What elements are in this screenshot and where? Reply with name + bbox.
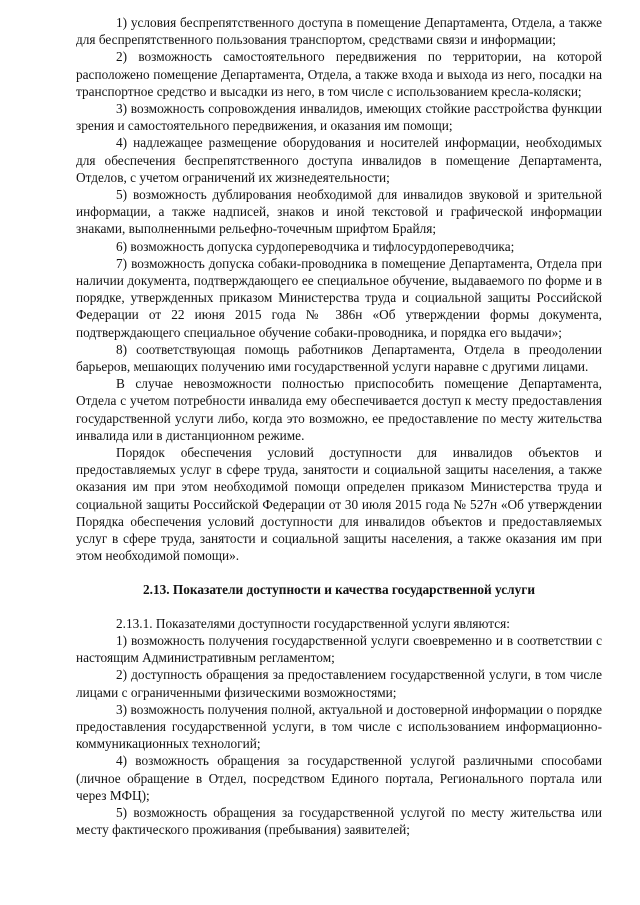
paragraph-condition-4: 4) надлежащее размещение оборудования и носителей информации, необходимых для обеспечения беспрепятственного доступа инвалидов в помещение Департамента, Отделов, с учетом ограничений их жизнедеятельности; xyxy=(76,135,602,185)
paragraph-condition-1: 1) условия беспрепятственного доступа в помещение Департамента, Отдела, а также для беспрепятственного пользования транспортом, средствами связи и информации; xyxy=(76,15,602,48)
paragraph-indicator-4: 4) возможность обращения за государственной услугой различными способами (личное обращение в Отдел, посредством Единого портала, Регионального портала или через МФЦ); xyxy=(76,753,602,803)
paragraph-order: Порядок обеспечения условий доступности для инвалидов объектов и предоставляемых услуг в сфере труда, занятости и социальной защиты населения, а также оказания им при этом необходимой помощи определен приказом Министерства труда и социальной защиты Российской Федерации от 30 июля 2015 года № 527н «Об утверждении Порядка обеспечения условий доступности для инвалидов объектов и предоставляемых услуг в сфере труда, занятости и социальной защиты населения, а также оказания им при этом необходимой помощи». xyxy=(76,445,602,564)
paragraph-condition-6: 6) возможность допуска сурдопереводчика и тифлосурдопереводчика; xyxy=(116,238,515,254)
paragraph-condition-7: 7) возможность допуска собаки-проводника в помещение Департамента, Отдела при наличии документа, подтверждающего ее специальное обучение, выдаваемого по форме и в порядке, утвержденных приказом Министерства труда и социальной защиты Российской Федерации от 22 июня 2015 года № 386н «Об утверждении формы документа, подтверждающего специальное обучение собаки-проводника, и порядка его выдачи»; xyxy=(76,255,602,340)
paragraph-indicator-3: 3) возможность получения полной, актуальной и достоверной информации о порядке предоставления государственной услуги, в том числе с использованием информационно-коммуникационных технологий; xyxy=(76,701,602,752)
paragraph-condition-3: 3) возможность сопровождения инвалидов, имеющих стойкие расстройства функции зрения и самостоятельного передвижения, и оказания им помощи; xyxy=(76,101,602,134)
paragraph-condition-5: 5) возможность дублирования необходимой для инвалидов звуковой и зрительной информации, а также надписей, знаков и иной текстовой и графической информации знаками, выполненными рельефно-точечным шрифтом Брайля; xyxy=(76,187,602,237)
paragraph-condition-2: 2) возможность самостоятельного передвижения по территории, на которой расположено помещение Департамента, Отдела, а также входа и выхода из него, посадки на транспортное средство и высадки из него, в том числе с использованием кресла-коляски; xyxy=(76,49,602,99)
paragraph-indicators-intro: 2.13.1. Показателями доступности государственной услуги являются: xyxy=(116,615,510,631)
paragraph-condition-8: 8) соответствующая помощь работников Департамента, Отдела в преодолении барьеров, мешающих получению ими государственной услуги наравне с другими лицами. xyxy=(76,341,602,375)
paragraph-indicator-1: 1) возможность получения государственной услуги своевременно и в соответствии с настоящим Административным регламентом; xyxy=(76,632,602,666)
paragraph-impossibility: В случае невозможности полностью приспособить помещение Департамента, Отдела с учетом потребности инвалида ему обеспечивается доступ к месту предоставления государственной услуги либо, когда это возможно, ее предоставление по месту жительства инвалида или в дистанционном режиме. xyxy=(76,376,602,443)
paragraph-indicator-5: 5) возможность обращения за государственной услугой по месту жительства или месту фактического проживания (пребывания) заявителей; xyxy=(76,804,602,838)
paragraphs-top xyxy=(76,14,602,565)
section-heading: 2.13. Показатели доступности и качества государственной услуги xyxy=(142,581,535,597)
paragraph-indicator-2: 2) доступность обращения за предоставлением государственной услуги, в том числе лицами с ограниченными физическими возможностями; xyxy=(76,667,602,700)
paragraphs-bottom xyxy=(76,615,602,839)
